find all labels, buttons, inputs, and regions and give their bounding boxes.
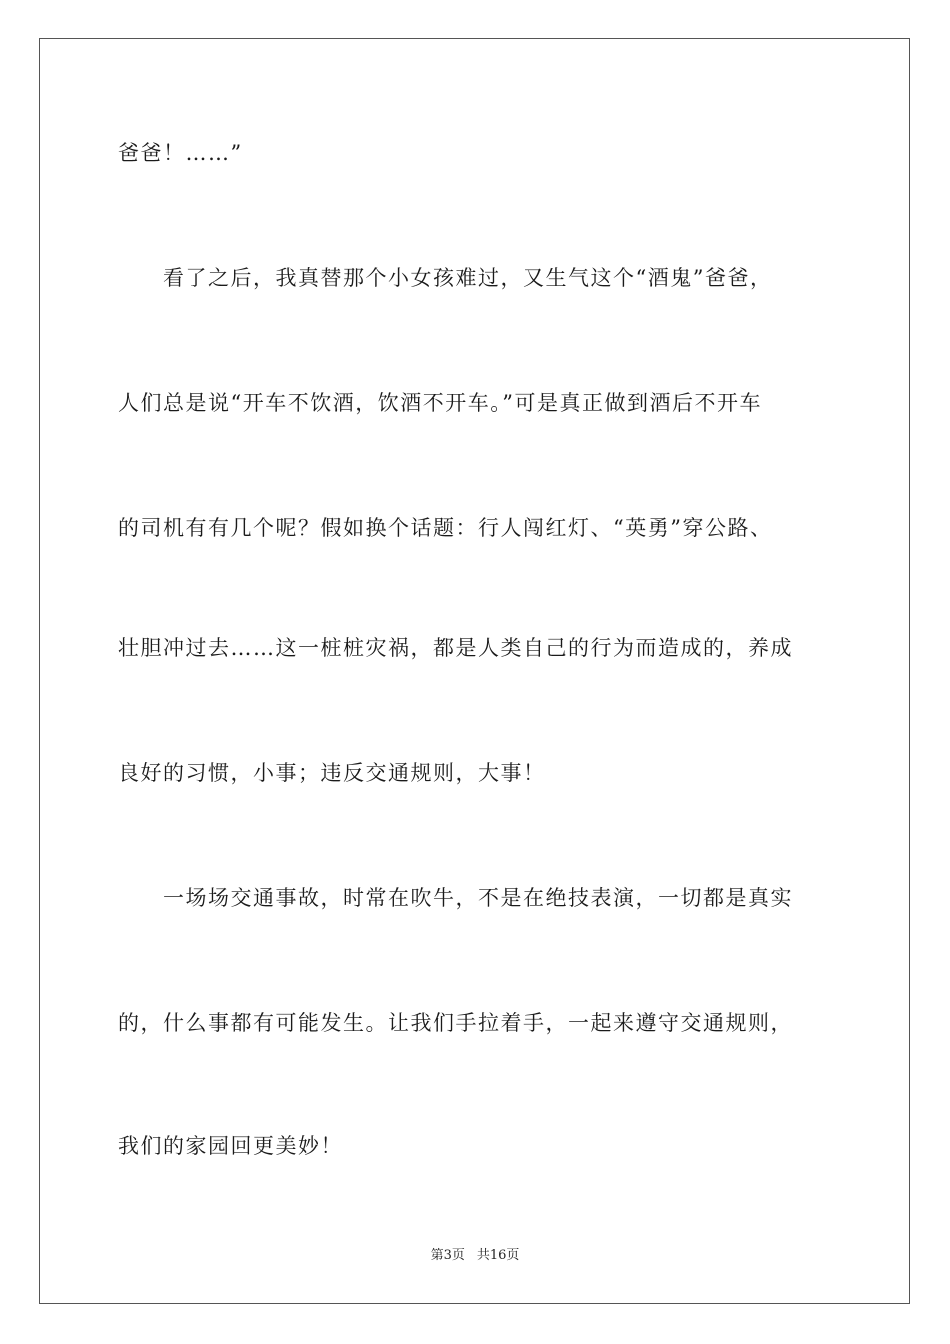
paragraph-2-line-2: 的，什么事都有可能发生。让我们手拉着手，一起来遵守交通规则， [118, 1011, 793, 1035]
page-total: 共16页 [476, 1248, 520, 1263]
paragraph-1-line-5: 良好的习惯，小事；违反交通规则，大事！ [118, 761, 546, 785]
page-number: 第3页 [430, 1248, 465, 1263]
paragraph-1-line-3: 的司机有有几个呢？假如换个话题：行人闯红灯、“英勇”穿公路、 [118, 516, 773, 540]
paragraph-2-line-1: 一场场交通事故，时常在吹牛，不是在绝技表演，一切都是真实 [163, 886, 793, 910]
page-footer [0, 1247, 950, 1265]
page-border [39, 38, 910, 1304]
text-line-1: 爸爸！……” [118, 141, 243, 165]
paragraph-1-line-1: 看了之后，我真替那个小女孩难过，又生气这个“酒鬼”爸爸， [163, 266, 773, 290]
paragraph-2-line-3: 我们的家园回更美妙！ [118, 1134, 343, 1158]
paragraph-1-line-4: 壮胆冲过去……这一桩桩灾祸，都是人类自己的行为而造成的，养成 [118, 636, 793, 660]
paragraph-1-line-2: 人们总是说“开车不饮酒，饮酒不开车。”可是真正做到酒后不开车 [118, 391, 762, 415]
